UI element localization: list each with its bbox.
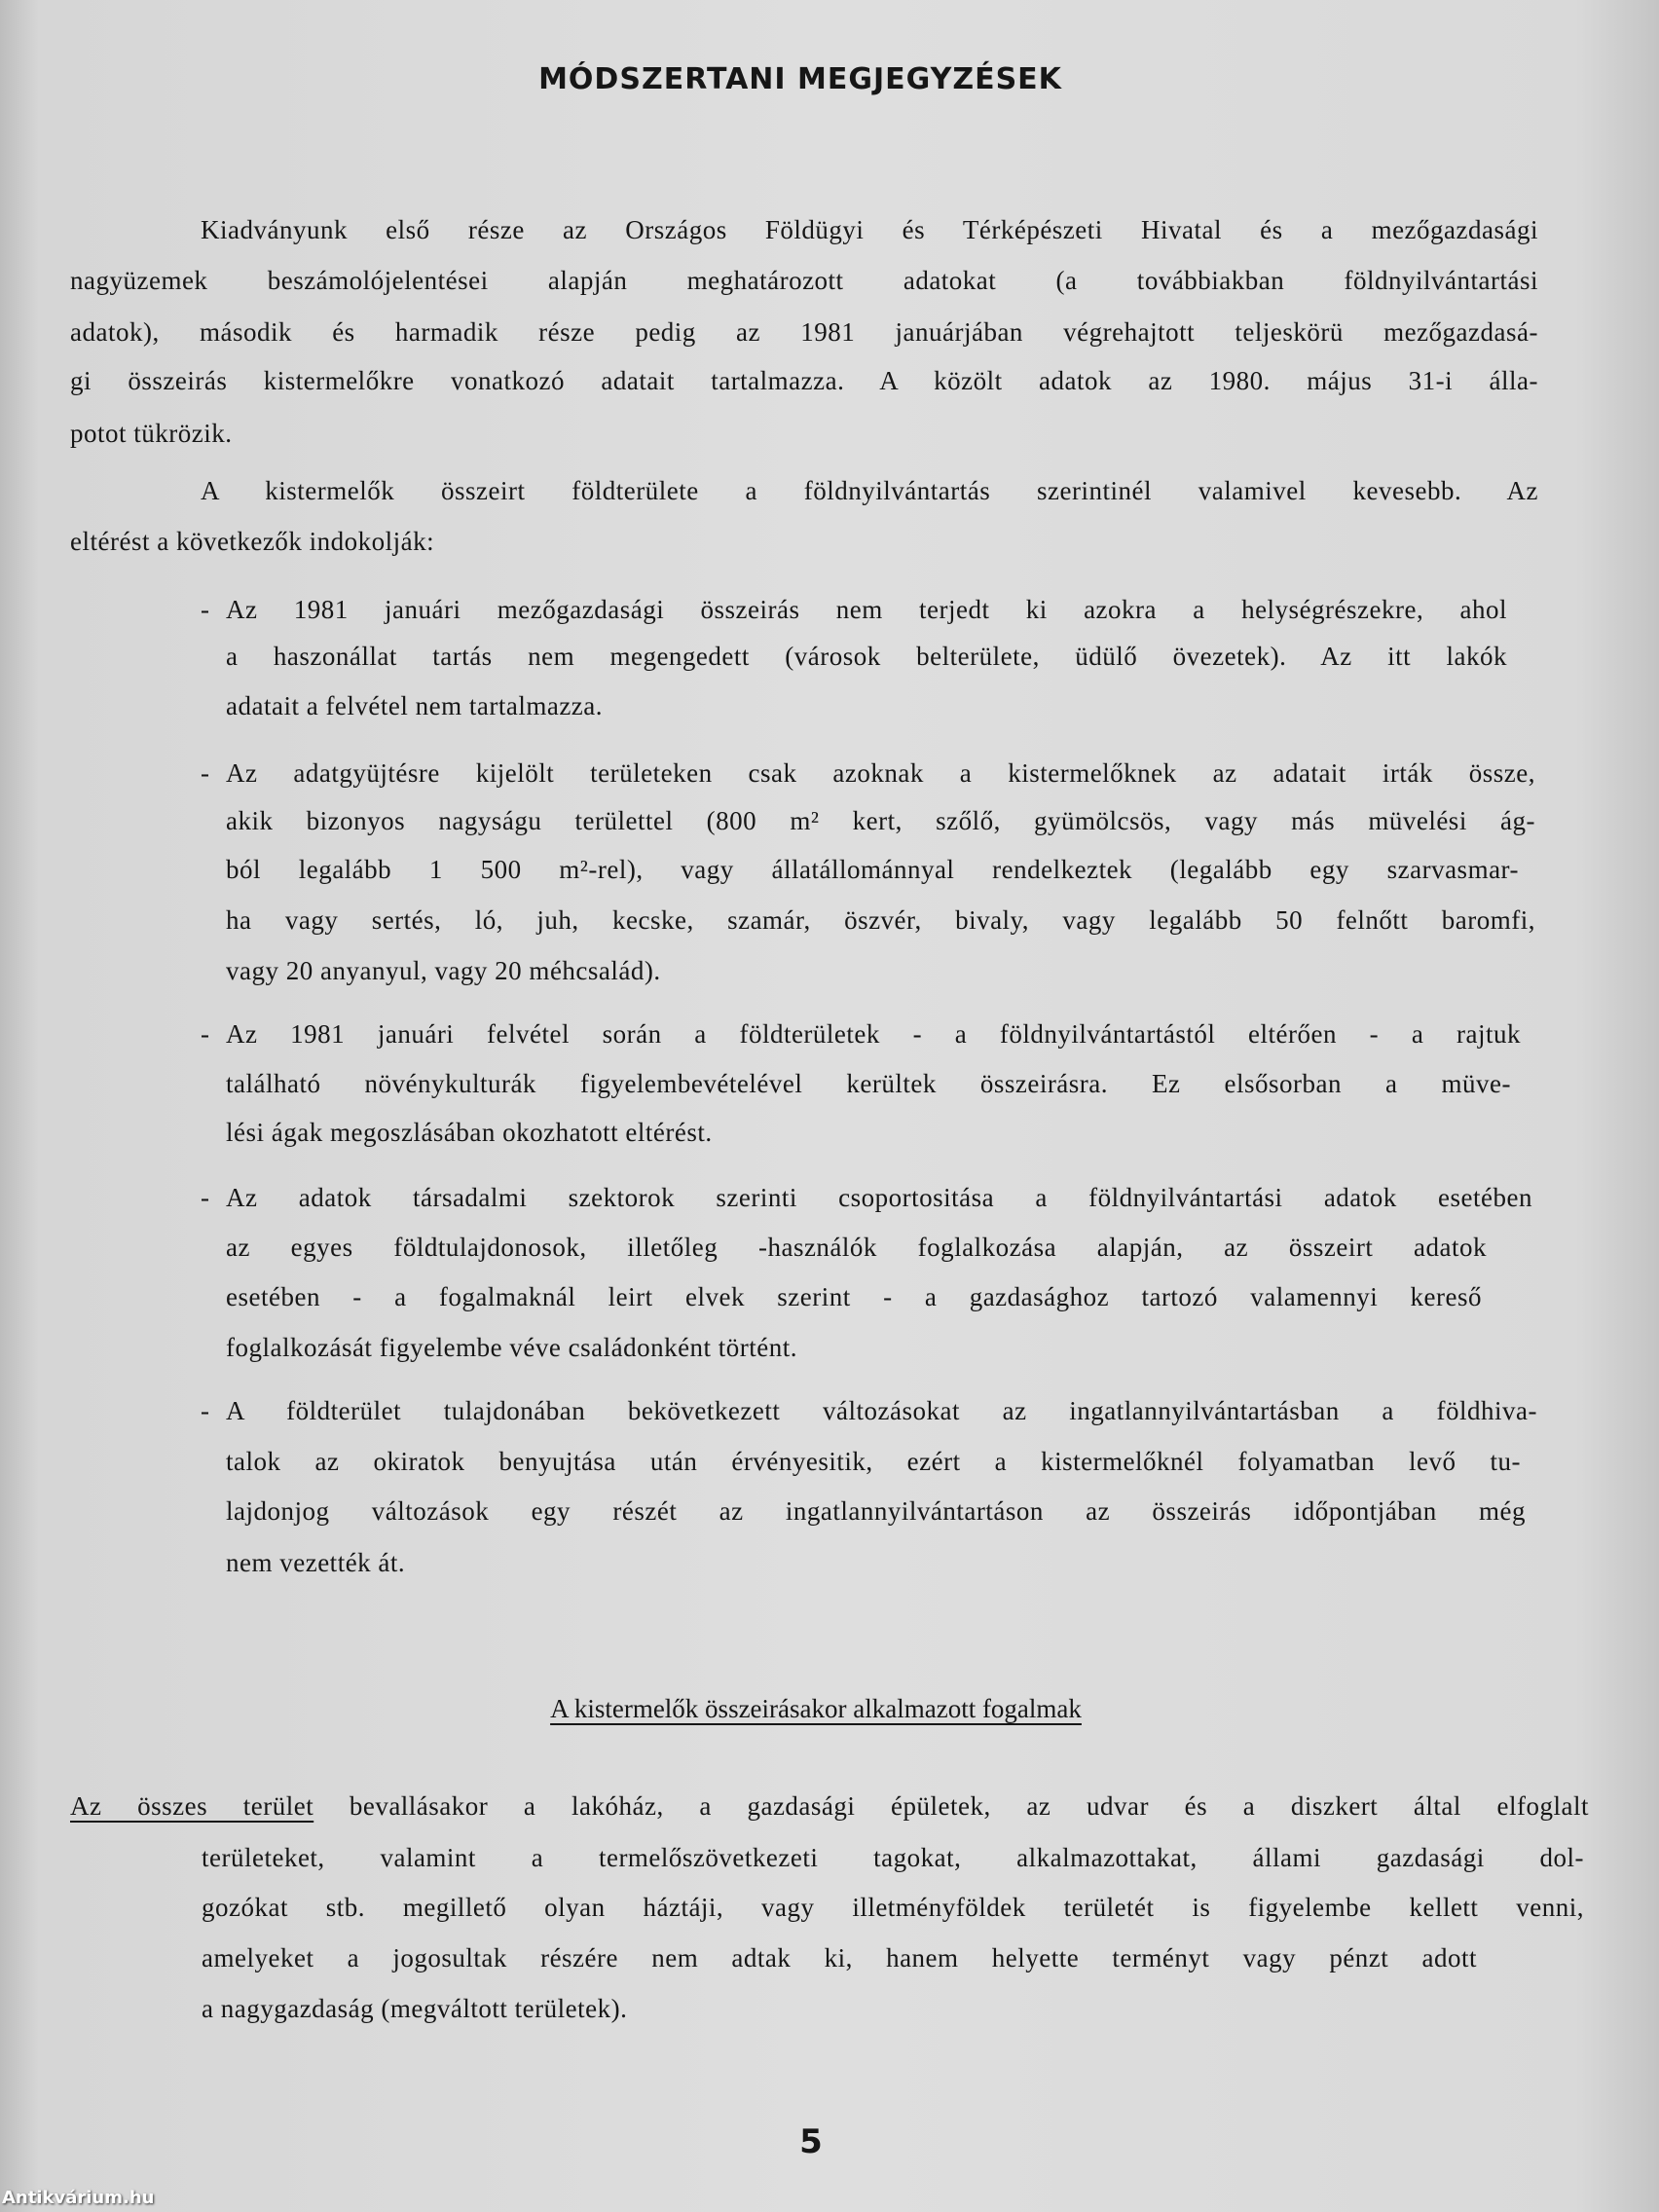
bullet-line: lajdonjog változások egy részét az ingatlannyilvántartáson az összeirás időpontjában még — [226, 1496, 1526, 1526]
paragraph-line: adatok), második és harmadik része pedig az 1981 januárjában végrehajtott teljeskörü mezőgazdasá- — [70, 317, 1538, 347]
bullet-line: Az 1981 januári mezőgazdasági összeirás nem terjedt ki azokra a helységrészekre, ahol — [226, 595, 1507, 624]
bullet-line: foglalkozását figyelembe véve családonként történt. — [226, 1333, 798, 1362]
paragraph-line: A kistermelők összeirt földterülete a földnyilvántartás szerintinél valamivel kevesebb. Az — [201, 476, 1538, 505]
bullet-line: esetében - a fogalmaknál leirt elvek szerint - a gazdasághoz tartozó valamennyi kereső — [226, 1282, 1482, 1311]
definition-term: Az összes terület — [70, 1791, 314, 1821]
bullet-line: ha vagy sertés, ló, juh, kecske, szamár, öszvér, bivaly, vagy legalább 50 felnőtt baromfi, — [226, 905, 1535, 935]
definition-first-line — [70, 1788, 1589, 1824]
paragraph-line: nagyüzemek beszámolójelentései alapján meghatározott adatokat (a továbbiakban földnyilvántartási — [70, 266, 1538, 295]
bullet-line: vagy 20 anyanyul, vagy 20 méhcsalád). — [226, 956, 661, 985]
definition-line: a nagygazdaság (megváltott területek). — [202, 1994, 628, 2023]
paragraph-line: Kiadványunk első része az Országos Földügyi és Térképészeti Hivatal és a mezőgazdasági — [201, 215, 1538, 244]
section-heading-text: A kistermelők összeirásakor alkalmazott fogalmak — [550, 1694, 1082, 1723]
page-title: MÓDSZERTANI MEGJEGYZÉSEK — [538, 62, 1062, 96]
bullet-line: adatait a felvétel nem tartalmazza. — [226, 691, 604, 720]
definition-line: területeket, valamint a termelőszövetkezeti tagokat, alkalmazottakat, állami gazdasági dol- — [202, 1843, 1584, 1872]
bullet-line: ból legalább 1 500 m²-rel), vagy állatállománnyal rendelkeztek (legalább egy szarvasmar- — [226, 855, 1519, 884]
bullet-line: talok az okiratok benyujtása után érvényesitik, ezért a kistermelőknél folyamatban levő tu- — [226, 1447, 1521, 1476]
definition-text: bevallásakor a lakóház, a gazdasági épületek, az udvar és a diszkert által elfoglalt — [313, 1791, 1589, 1821]
definition-line: gozókat stb. megillető olyan háztáji, vagy illetményföldek területét is figyelembe kellett venni, — [202, 1893, 1584, 1922]
bullet-marker: - — [201, 1396, 209, 1425]
bullet-line: a haszonállat tartás nem megengedett (városok belterülete, üdülő övezetek). Az itt lakók — [226, 642, 1507, 671]
bullet-line: az egyes földtulajdonosok, illetőleg -használók foglalkozása alapján, az összeirt adatok — [226, 1233, 1487, 1262]
bullet-marker: - — [201, 1019, 209, 1049]
paragraph-line: eltérést a következők indokolják: — [70, 527, 435, 556]
definition-line: amelyeket a jogosultak részére nem adtak ki, hanem helyette terményt vagy pénzt adott — [202, 1943, 1477, 1972]
bullet-marker: - — [201, 595, 209, 624]
bullet-line: A földterület tulajdonában bekövetkezett változásokat az ingatlannyilvántartásban a földhiva- — [226, 1396, 1537, 1425]
bullet-line: Az adatgyüjtésre kijelölt területeken csak azoknak a kistermelőknek az adatait irták össze, — [226, 758, 1535, 788]
watermark: Antikvárium.hu — [2, 2188, 155, 2208]
bullet-line: nem vezették át. — [226, 1548, 406, 1577]
bullet-marker: - — [201, 1183, 209, 1212]
page-number: 5 — [799, 2122, 823, 2161]
bullet-line: akik bizonyos nagyságu területtel (800 m² kert, szőlő, gyümölcsös, vagy más müvelési ág- — [226, 806, 1535, 835]
paragraph-line: gi összeirás kistermelőkre vonatkozó adatait tartalmazza. A közölt adatok az 1980. május 31-i álla- — [70, 366, 1538, 395]
bullet-line: lési ágak megoszlásában okozhatott eltérést. — [226, 1118, 713, 1147]
bullet-line: Az adatok társadalmi szektorok szerinti csoportositása a földnyilvántartási adatok esetében — [226, 1183, 1532, 1212]
bullet-line: Az 1981 januári felvétel során a földterületek - a földnyilvántartástól eltérően - a rajtuk — [226, 1019, 1521, 1049]
bullet-line: található növénykulturák figyelembevételével kerültek összeirásra. Ez elsősorban a müve- — [226, 1069, 1511, 1098]
bullet-marker: - — [201, 758, 209, 788]
section-heading — [0, 1691, 1632, 1726]
paragraph-line: potot tükrözik. — [70, 419, 233, 448]
